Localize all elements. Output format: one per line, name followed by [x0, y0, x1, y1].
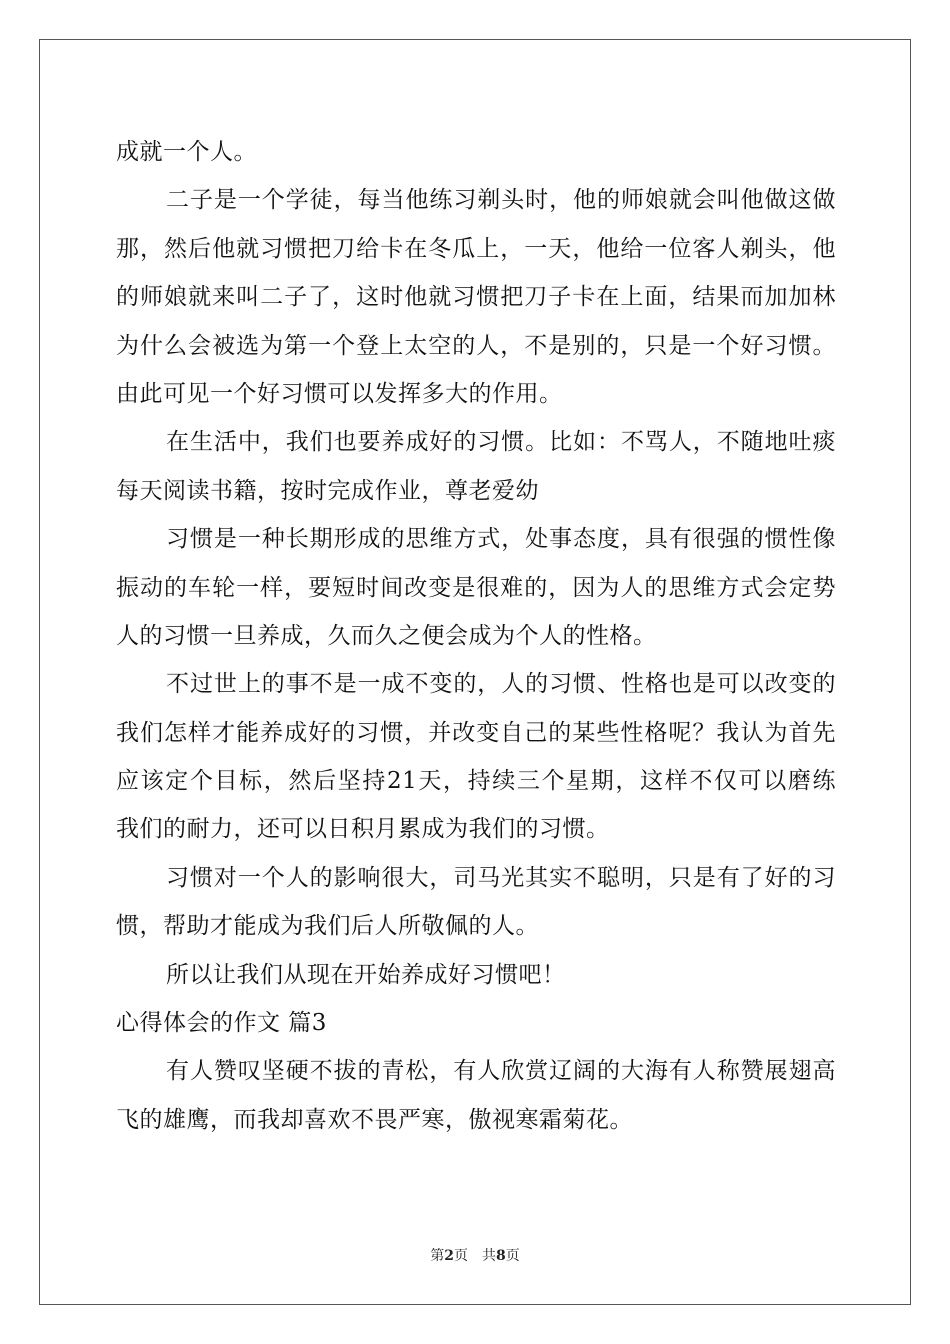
text-line: 习惯对一个人的影响很大，司马光其实不聪明，只是有了好的习 [166, 864, 836, 891]
text-line: 振动的车轮一样，要短时间改变是很难的，因为人的思维方式会定势 [116, 574, 836, 601]
page-suffix: 页 [454, 1248, 468, 1264]
text-line: 不过世上的事不是一成不变的，人的习惯、性格也是可以改变的 [166, 671, 836, 698]
text-line: 那，然后他就习惯把刀给卡在冬瓜上，一天，他给一位客人剃头，他 [116, 235, 836, 262]
text-line: 人的习惯一旦养成，久而久之便会成为个人的性格。 [116, 622, 657, 649]
text-line: 我们怎样才能养成好的习惯，并改变自己的某些性格呢？我认为首先 [116, 719, 836, 746]
text-line: 我们的耐力，还可以日积月累成为我们的习惯。 [116, 816, 610, 843]
text-line: 在生活中，我们也要养成好的习惯。比如：不骂人，不随地吐痰 [166, 429, 836, 456]
text-line: 每天阅读书籍，按时完成作业，尊老爱幼 [116, 477, 539, 504]
section-heading: 心得体会的作文 篇3 [116, 1010, 327, 1037]
total-pages: 8 [496, 1248, 506, 1264]
text-line: 为什么会被选为第一个登上太空的人，不是别的，只是一个好习惯。 [116, 332, 836, 359]
page-prefix: 第 [430, 1248, 445, 1264]
text-line: 二子是一个学徒，每当他练习剃头时，他的师娘就会叫他做这做 [166, 187, 836, 214]
text-line: 所以让我们从现在开始养成好习惯吧！ [166, 961, 566, 988]
text-line: 的师娘就来叫二子了，这时他就习惯把刀子卡在上面，结果而加加林 [116, 284, 836, 311]
total-suffix: 页 [505, 1248, 520, 1264]
document-body [116, 128, 836, 1144]
text-line: 有人赞叹坚硬不拔的青松，有人欣赏辽阔的大海有人称赞展翅高 [166, 1058, 836, 1085]
text-line: 应该定个目标，然后坚持21天，持续三个星期，这样不仅可以磨练 [116, 768, 836, 795]
total-prefix: 共 [482, 1248, 496, 1264]
page-footer [0, 1245, 950, 1265]
page-number: 2 [444, 1248, 454, 1264]
text-line: 惯，帮助才能成为我们后人所敬佩的人。 [116, 913, 539, 940]
text-line: 飞的雄鹰，而我却喜欢不畏严寒，傲视寒霜菊花。 [116, 1106, 633, 1133]
text-line: 习惯是一种长期形成的思维方式，处事态度，具有很强的惯性像 [166, 526, 836, 553]
text-line: 成就一个人。 [116, 139, 257, 165]
text-line: 由此可见一个好习惯可以发挥多大的作用。 [116, 380, 563, 407]
